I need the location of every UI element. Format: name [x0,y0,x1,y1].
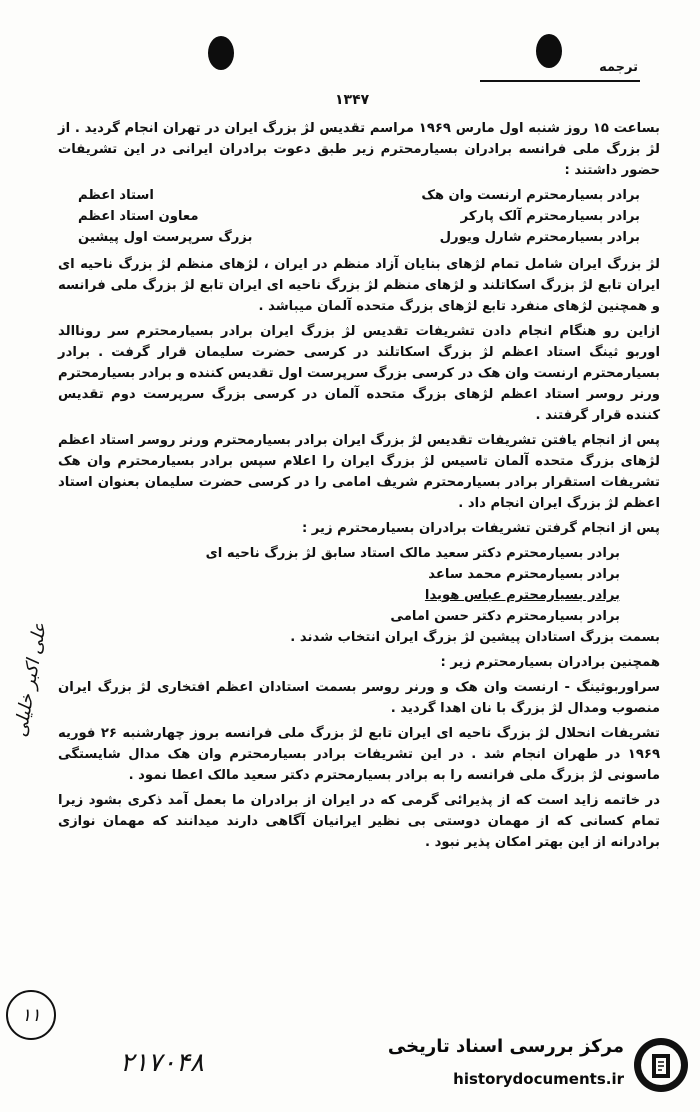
paragraph: همچنین برادران بسیارمحترم زیر : [440,655,660,670]
archive-number: ۲۱۷۰۴۸ [120,1048,204,1078]
watermark-url: historydocuments.ir [453,1070,624,1088]
guest-name: برادر بسیارمحترم شارل ویورل [439,230,640,245]
list-item: برادر بسیارمحترم دکتر سعید مالک استاد سابق لژ بزرگ ناحیه ای [205,546,620,561]
guest-row [78,185,640,206]
list-item: برادر بسیارمحترم دکتر حسن امامی [390,609,620,624]
past-masters-list [58,543,620,627]
page-number-circle [6,990,56,1040]
paragraph: پس از انجام یافتن تشریفات تقدیس لژ بزرگ ایران برادر بسیارمحترم ورنر روسر استاد اعظم لژهای بزرگ متحده آلمان تاسیس لژ بزرگ ایران را اعلام سپس برادر بسیارمحترم وان هک تشریفات استقرار برادر بسیارمحترم شریف امامی را در کرسی حضرت سلیمان بعنوان استاد اعظم لژ بزرگ ایران انجام داد . [58,433,660,511]
paragraph: ازاین رو هنگام انجام دادن تشریفات تقدیس لژ بزرگ ایران برادر بسیارمحترم سر روناالد اوربو ثینگ استاد اعظم لژ بزرگ اسکاتلند در کرسی حضرت سلیمان قرار گرفت . برادر بسیارمحترم ارنست وان هک در کرسی بزرگ سرپرست اول تقدیس کننده و برادر بسیارمحترم ورنر روسر استاد اعظم لژهای بزرگ متحده آلمان در کرسی بزرگ سرپرست دوم تقدیس کننده قرار گرفتند . [58,324,660,423]
guest-title: بزرگ سرپرست اول پیشین [78,230,253,245]
archive-watermark [387,1028,694,1106]
document-title: ترجمه [599,60,638,75]
archive-logo-icon [632,1036,690,1094]
guest-title: معاون استاد اعظم [78,209,199,224]
paragraph: بساعت ۱۵ روز شنبه اول مارس ۱۹۶۹ مراسم تقدیس لژ بزرگ ایران در تهران انجام گردید . از لژ بزرگ ملی فرانسه برادران بسیارمحترم زیر طبق دعوت برادران ایرانی در این تشریفات حضور داشتند : [58,121,660,178]
list-item: برادر بسیارمحترم محمد ساعد [428,567,620,582]
guest-title: استاد اعظم [78,188,154,203]
paragraph: پس از انجام گرفتن تشریفات برادران بسیارمحترم زیر : [301,521,660,536]
document-body [58,118,660,857]
punch-hole [208,36,234,70]
guest-row [78,206,640,227]
paragraph: بسمت بزرگ استادان پیشین لژ بزرگ ایران انتخاب شدند . [290,630,660,645]
title-underline [480,80,640,82]
page-number: ۱۱ [21,1004,41,1026]
paragraph: سراوربوثینگ - ارنست وان هک و ورنر روسر بسمت استادان اعظم افتخاری لژ بزرگ ایران منصوب ومدال لژ بزرگ با نان اهدا گردید . [58,680,660,716]
list-item: برادر بسیارمحترم عباس هویدا [424,588,620,603]
paragraph: در خاتمه زاید است که از پذیرائی گرمی که در ایران از برادران ما بعمل آمد ذکری بشود زیرا تمام کسانی که از مهمان دوستی بی نظیر ایرانیان آگاهی دارند میدانند که مهمان نوازی برادرانه از این بهتر امکان پذیر نبود . [58,793,660,850]
handwritten-note: علی اکبر خلیلی [10,621,51,739]
document-date: ۱۳۴۷ [335,92,370,108]
guest-row [78,227,640,248]
guest-name: برادر بسیارمحترم آلک پارکر [460,209,640,224]
paragraph: لژ بزرگ ایران شامل تمام لژهای بنایان آزاد منظم در ایران ، لژهای منظم لژ بزرگ ناحیه ای ایران تابع لژ بزرگ اسکاتلند و لژهای منظم لژ بزرگ ناحیه ای ایران تابع لژ بزرگ ملی فرانسه و همچنین لژهای منفرد تابع لژهای بزرگ متحده آلمان میباشد . [58,257,660,314]
paragraph: تشریفات انحلال لژ بزرگ ناحیه ای ایران تابع لژ بزرگ ملی فرانسه بروز چهارشنبه ۲۶ فوریه ۱۹۶۹ در طهران انجام شد . در این تشریفات برادر بسیارمحترم وان هک مدال شایستگی ماسونی لژ بزرگ ملی فرانسه را به برادر بسیارمحترم دکتر سعید مالک اعطا نمود . [58,726,660,783]
guest-list [58,185,660,248]
guest-name: برادر بسیارمحترم ارنست وان هک [421,188,640,203]
punch-hole [536,34,562,68]
watermark-name: مرکز بررسی اسناد تاریخی [387,1036,624,1057]
